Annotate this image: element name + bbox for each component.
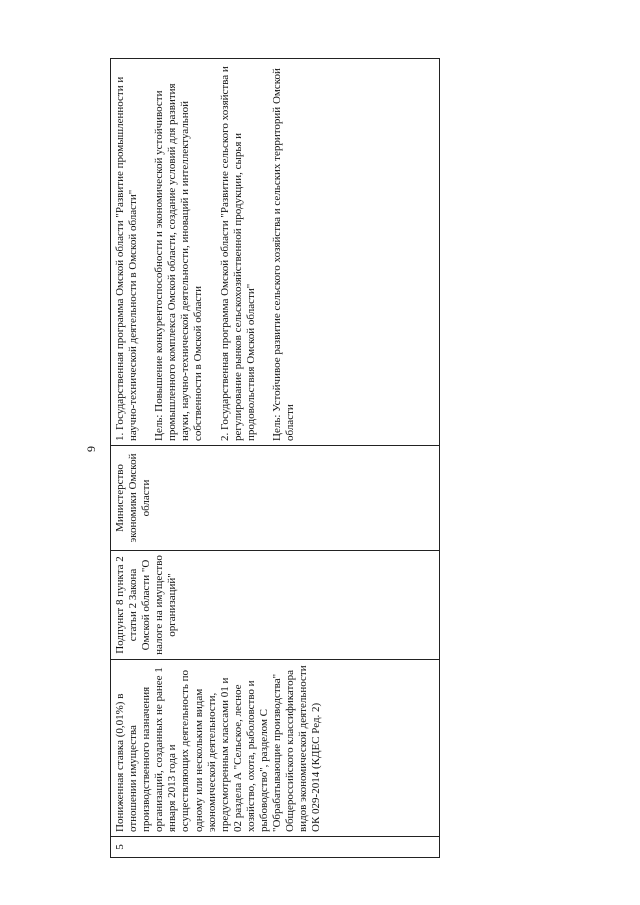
program-2-title: 2. Государственная программа Омской области "Развитие сельского хозяйства и регулирование рынков сельскохозяйственной продукции, сырья и продовольствия Омской области" <box>218 66 257 441</box>
benefit-description-cell: Пониженная ставка (0,01%) в отношении имущества производственного назначения организаций, созданных не ранее 1 января 2013 года и осуществляющих деятельность по одному или нескольким видам экономической деятельности, предусмотренным классами 01 и 02 раздела А "Сельское, лесное хозяйство, охота, рыболовство и рыбоводство", разделом С "Обрабатывающие производства" Общероссийского классификатора видов экономической деятельности ОК 029-2014 (КДЕС Ред. 2) <box>111 660 440 837</box>
program-2-goal: Цель: Устойчивое развитие сельского хозяйства и сельских территорий Омской области <box>270 68 296 441</box>
benefits-table-container <box>110 58 440 858</box>
row-number-cell: 5 <box>111 837 440 858</box>
state-programs-cell <box>111 59 440 446</box>
rotated-table-wrapper <box>110 58 440 858</box>
page-number: 9 <box>84 446 98 452</box>
program-1-goal: Цель: Повышение конкурентоспособности и экономической устойчивости промышленного комплекса Омской области, создание условий для развития науки, научно-технической деятельности, иноваций и интеллектуальной собственности в Омской области <box>153 83 205 441</box>
tax-benefits-table <box>110 58 440 858</box>
legal-basis-cell: Подпункт 8 пункта 2 статьи 2 Закона Омской области "О налоге на имущество организаций" <box>111 551 440 660</box>
ministry-cell: Министерство экономики Омской области <box>111 446 440 551</box>
program-1-title: 1. Государственная программа Омской области "Развитие промышленности и научно-технической деятельности в Омской области" <box>114 76 140 441</box>
table-row <box>111 59 440 858</box>
